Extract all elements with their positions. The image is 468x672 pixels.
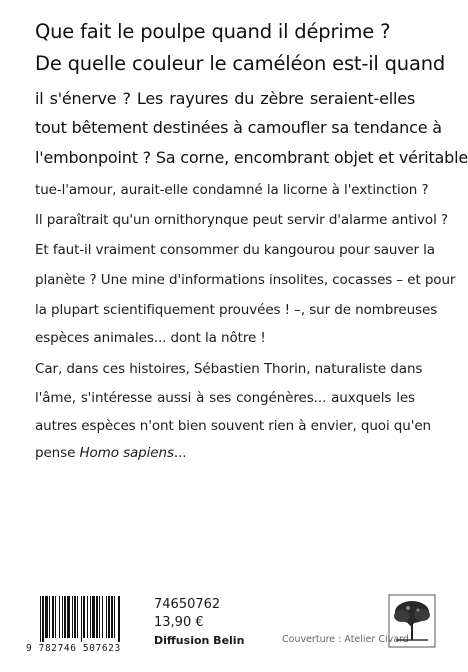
barcode-bar (62, 596, 63, 638)
barcode-bar (92, 596, 95, 638)
barcode-bar (102, 596, 103, 638)
barcode-bar (81, 596, 82, 642)
barcode-bar (45, 596, 48, 638)
barcode-bar (42, 596, 44, 642)
blurb-line-6: tue-l'amour, aurait-elle condamné la licorne à l'extinction ? (35, 182, 429, 198)
blurb-line-7: Il paraîtrait qu'un ornithorynque peut servir d'alarme antivol ? (35, 212, 448, 228)
barcode-bar (40, 596, 41, 642)
blurb-line-10: la plupart scientifiquement prouvées ! –, sur de nombreuses (35, 302, 438, 318)
blurb-line-14: autres espèces n'ont bien souvent rien à envier, quoi qu'en (35, 418, 431, 434)
product-info (154, 597, 244, 647)
blurb-line-5: l'embonpoint ? Sa corne, encombrant objet et véritable (35, 148, 468, 167)
barcode-bar (49, 596, 50, 638)
blurb-line-2: De quelle couleur le caméléon est-il quand (35, 52, 446, 75)
barcode-bar (99, 596, 100, 638)
blurb-last-suffix: ... (173, 445, 187, 461)
barcode-bar (64, 596, 66, 638)
barcode-bar (52, 596, 54, 638)
isbn-digits: 9 782746 507623 (26, 643, 121, 654)
blurb-line-9: planète ? Une mine d'informations insolites, cocasses – et pour (35, 272, 456, 288)
barcode-bar (96, 596, 98, 638)
barcode-bar (111, 596, 113, 638)
barcode-bars (38, 596, 142, 642)
distributor: Diffusion Belin (154, 634, 245, 647)
barcode-bar (74, 596, 76, 638)
blurb-line-11: espèces animales... dont la nôtre ! (35, 330, 266, 346)
barcode-bar (72, 596, 73, 638)
blurb-line-8: Et faut-il vraiment consommer du kangourou pour sauver la (35, 242, 435, 258)
blurb-line-12: Car, dans ces histoires, Sébastien Thorin, naturaliste dans (35, 361, 423, 377)
barcode-bar (55, 596, 56, 638)
blurb-line-3: il s'énerve ? Les rayures du zèbre seraient-elles (35, 89, 415, 108)
barcode-bar (106, 596, 107, 638)
tree-logo-icon (388, 594, 436, 648)
barcode-bar (83, 596, 85, 638)
barcode-bar (90, 596, 91, 638)
barcode-bar (67, 596, 70, 638)
barcode-block (26, 596, 146, 656)
barcode-bar (77, 596, 78, 638)
cover-credit: Couverture : Atelier Civard (282, 634, 409, 645)
price: 13,90 € (154, 615, 204, 630)
barcode-bar (59, 596, 60, 638)
barcode-bar (114, 596, 115, 638)
blurb-line-13: l'âme, s'intéresse aussi à ses congénères... auxquels les (35, 390, 415, 406)
barcode-bar (118, 596, 120, 642)
blurb-last-prefix: pense (35, 445, 80, 461)
barcode-bar (108, 596, 110, 638)
blurb-line-15 (35, 445, 186, 461)
barcode-bar (87, 596, 88, 638)
isbn-barcode (38, 596, 142, 642)
blurb-line-1: Que fait le poulpe quand il déprime ? (35, 20, 391, 43)
species-name: Homo sapiens (79, 445, 174, 461)
product-code: 74650762 (154, 597, 221, 612)
blurb-line-4: tout bêtement destinées à camoufler sa tendance à (35, 118, 442, 137)
